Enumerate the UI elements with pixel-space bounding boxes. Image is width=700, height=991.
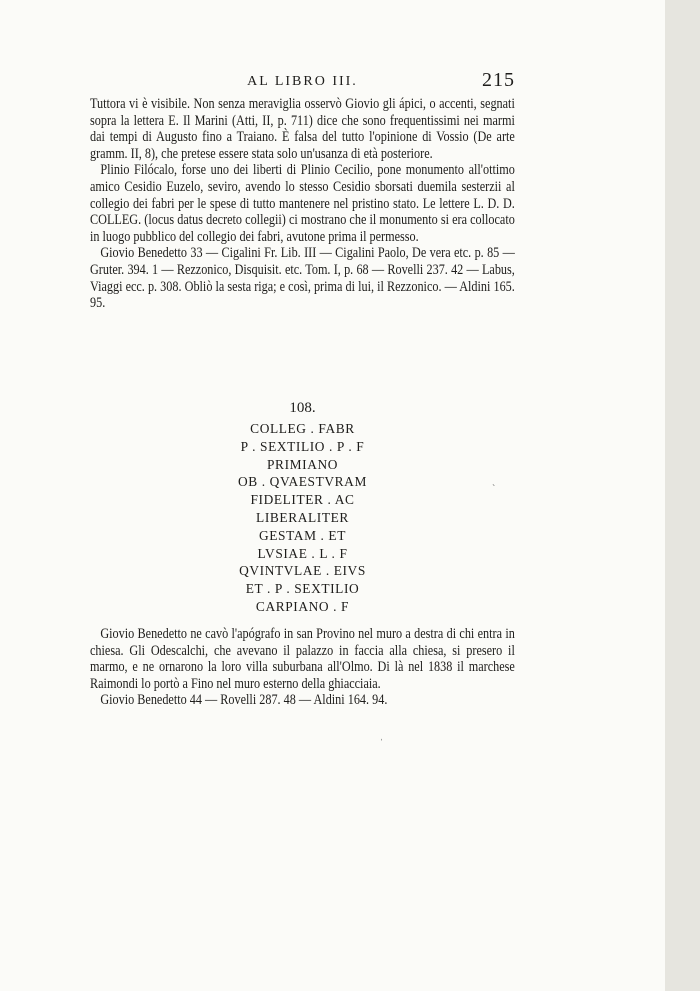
inscription-line: OB . QVAESTVRAM: [238, 474, 367, 490]
commentary-references: Giovio Benedetto 44 — Rovelli 287. 48 — Aldini 164. 94.: [100, 692, 388, 709]
commentary-references: Giovio Benedetto 33 — Cigalini Fr. Lib. III — Cigalini Paolo, De vera etc. p. 85 — Gruter. 394. 1 — Rezzonico, Disquisit. etc. Tom. I, p. 68 — Rovelli 237. 42 — Labus, Viaggi ecc. p. 308. Obliò la sesta riga; e così, prima di lui, il Rezzonico. — Aldini 165. 95.: [90, 245, 515, 312]
inscription-line: PRIMIANO: [266, 456, 338, 472]
commentary-paragraph: Giovio Benedetto ne cavò l'apógrafo in san Provino nel muro a destra di chi entra in chiesa. Gli Odescalchi, che avevano il palazzo in faccia alla chiesa, si presero il marmo, e ne ornarono la loro villa suburbana all'Olmo. Di là nel 1838 il marchese Raimondi lo portò a Fino nel muro esterno della ghiacciaia.: [90, 626, 515, 692]
commentary-top: [90, 96, 515, 312]
ink-speck: ˈ: [380, 738, 384, 749]
inscription-line: CARPIANO . F: [255, 598, 350, 614]
ink-speck: ˋ: [492, 484, 496, 495]
inscription-line: LIBERALITER: [256, 509, 349, 525]
page-header: [90, 69, 515, 94]
inscription-block: [90, 400, 515, 616]
page-edge: [665, 0, 700, 991]
inscription-line: ET . P . SEXTILIO: [245, 581, 360, 597]
running-head: AL LIBRO III.: [247, 74, 358, 89]
inscription-line: P . SEXTILIO . P . F: [240, 438, 365, 454]
inscription-line: LVSIAE . L . F: [257, 545, 348, 561]
inscription-line: COLLEG . FABR: [250, 421, 355, 436]
inscription-line: GESTAM . ET: [259, 527, 346, 543]
inscription-line: FIDELITER . AC: [250, 492, 355, 508]
page-number: 215: [482, 69, 515, 91]
commentary-bottom: [90, 626, 515, 709]
commentary-paragraph: Plinio Filócalo, forse uno dei liberti di Plinio Cecilio, pone monumento all'ottimo amico Cesidio Euzelo, seviro, avendo lo stesso Cesidio sborsati duemila sesterzii al collegio dei fabri per le spese di tutto mantenere nel pristino stato. Le lettere L. D. D. COLLEG. (locus datus decreto collegii) ci mostrano che il monumento si era collocato in luogo pubblico del collegio dei fabri, avutone prima il permesso.: [90, 162, 515, 245]
inscription-line: QVINTVLAE . EIVS: [239, 563, 366, 579]
inscription-number: 108.: [289, 400, 316, 416]
commentary-paragraph: Tuttora vi è visibile. Non senza meraviglia osservò Giovio gli ápici, o accenti, segnati sopra la lettera E. Il Marini (Atti, II, p. 711) dice che sono frequentissimi nei marmi dai tempi di Augusto fino a Traiano. È falsa del tutto l'opinione di Vossio (De arte gramm. II, 8), che pretese essere stata solo un'usanza di età posteriore.: [90, 96, 515, 162]
